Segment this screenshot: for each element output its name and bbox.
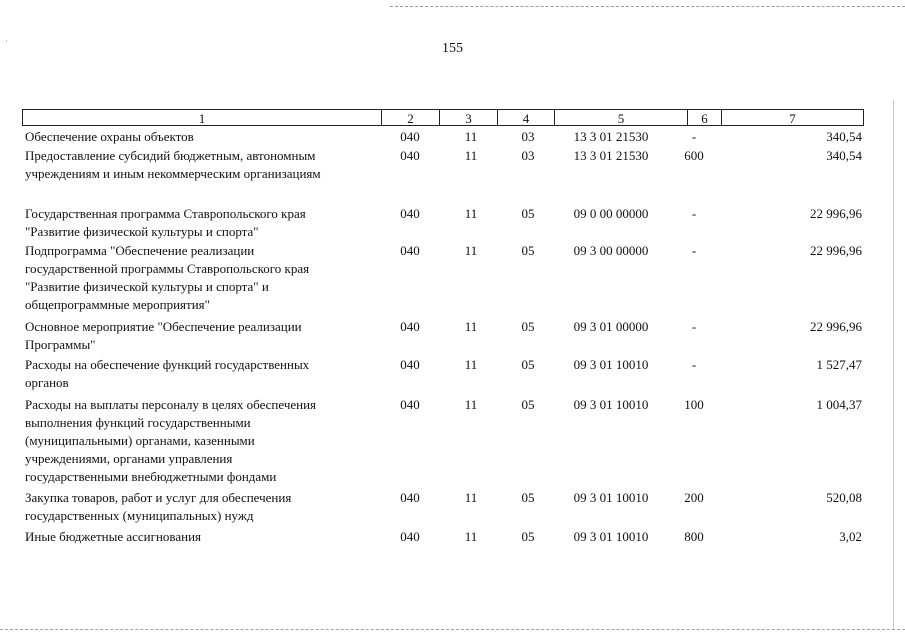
header-col-1: 1 bbox=[22, 109, 382, 126]
cell-c4: 05 bbox=[521, 206, 535, 221]
row-name-line: учреждениям и иным некоммерческим организациям bbox=[25, 166, 321, 181]
cell-c4: 05 bbox=[521, 397, 535, 412]
cell-c3: 11 bbox=[464, 129, 478, 144]
cell-c2: 040 bbox=[400, 148, 420, 163]
cell-c5: 09 3 00 00000 bbox=[573, 243, 649, 258]
cell-c7: 520,08 bbox=[826, 490, 862, 505]
row-name-line: Обеспечение охраны объектов bbox=[25, 129, 194, 144]
cell-c7: 22 996,96 bbox=[810, 319, 862, 334]
cell-c4: 03 bbox=[521, 129, 535, 144]
cell-c7: 1 527,47 bbox=[816, 357, 862, 372]
cell-c3: 11 bbox=[464, 319, 478, 334]
cell-c7: 1 004,37 bbox=[816, 397, 862, 412]
row-name-line: общепрограммные мероприятия" bbox=[25, 297, 210, 312]
cell-c5: 13 3 01 21530 bbox=[573, 129, 649, 144]
cell-c2: 040 bbox=[400, 397, 420, 412]
cell-c6: - bbox=[691, 357, 697, 372]
scan-edge-bottom bbox=[0, 629, 905, 630]
row-name-line: Основное мероприятие "Обеспечение реализации bbox=[25, 319, 302, 334]
row-name bbox=[25, 242, 385, 314]
cell-c5: 09 3 01 10010 bbox=[573, 397, 649, 412]
header-col-6: 6 bbox=[687, 109, 722, 126]
row-name bbox=[25, 205, 385, 241]
header-col-4: 4 bbox=[497, 109, 555, 126]
cell-c6: - bbox=[691, 319, 697, 334]
row-name-line: учреждениями, органами управления bbox=[25, 451, 233, 466]
cell-c3: 11 bbox=[464, 148, 478, 163]
row-name bbox=[25, 318, 385, 354]
row-name-line: органов bbox=[25, 375, 69, 390]
cell-c3: 11 bbox=[464, 357, 478, 372]
cell-c4: 05 bbox=[521, 243, 535, 258]
row-name bbox=[25, 396, 385, 486]
cell-c7: 340,54 bbox=[826, 129, 862, 144]
row-name-line: (муниципальными) органами, казенными bbox=[25, 433, 255, 448]
cell-c3: 11 bbox=[464, 243, 478, 258]
cell-c6: 100 bbox=[684, 397, 704, 412]
cell-c4: 05 bbox=[521, 319, 535, 334]
row-name-line: Программы" bbox=[25, 337, 96, 352]
cell-c2: 040 bbox=[400, 319, 420, 334]
cell-c6: 800 bbox=[684, 529, 704, 544]
header-col-5: 5 bbox=[554, 109, 688, 126]
cell-c5: 09 3 01 10010 bbox=[573, 490, 649, 505]
cell-c2: 040 bbox=[400, 129, 420, 144]
cell-c7: 22 996,96 bbox=[810, 206, 862, 221]
cell-c5: 09 0 00 00000 bbox=[573, 206, 649, 221]
scan-edge-right bbox=[893, 100, 894, 630]
row-name-line: выполнения функций государственными bbox=[25, 415, 251, 430]
cell-c2: 040 bbox=[400, 206, 420, 221]
header-col-2: 2 bbox=[381, 109, 440, 126]
row-name-line: Расходы на выплаты персоналу в целях обеспечения bbox=[25, 397, 317, 412]
cell-c7: 340,54 bbox=[826, 148, 862, 163]
table-header bbox=[22, 109, 864, 127]
header-col-3: 3 bbox=[439, 109, 498, 126]
cell-c7: 22 996,96 bbox=[810, 243, 862, 258]
row-name bbox=[25, 356, 385, 392]
cell-c3: 11 bbox=[464, 529, 478, 544]
cell-c4: 05 bbox=[521, 529, 535, 544]
row-name-line: Государственная программа Ставропольского края bbox=[25, 206, 306, 221]
cell-c6: - bbox=[691, 129, 697, 144]
cell-c2: 040 bbox=[400, 243, 420, 258]
cell-c7: 3,02 bbox=[839, 529, 862, 544]
cell-c2: 040 bbox=[400, 490, 420, 505]
cell-c4: 03 bbox=[521, 148, 535, 163]
row-name bbox=[25, 489, 385, 525]
row-name-line: "Развитие физической культуры и спорта" и bbox=[25, 279, 269, 294]
row-name-line: Предоставление субсидий бюджетным, автономным bbox=[25, 148, 316, 163]
row-name-line: Иные бюджетные ассигнования bbox=[25, 529, 202, 544]
page-number: 155 bbox=[442, 41, 463, 56]
cell-c5: 09 3 01 00000 bbox=[573, 319, 649, 334]
row-name-line: Расходы на обеспечение функций государственных bbox=[25, 357, 310, 372]
cell-c3: 11 bbox=[464, 206, 478, 221]
cell-c2: 040 bbox=[400, 529, 420, 544]
row-name-line: Подпрограмма "Обеспечение реализации bbox=[25, 243, 255, 258]
cell-c6: - bbox=[691, 243, 697, 258]
cell-c5: 09 3 01 10010 bbox=[573, 357, 649, 372]
row-name-line: государственными внебюджетными фондами bbox=[25, 469, 277, 484]
cell-c5: 09 3 01 10010 bbox=[573, 529, 649, 544]
row-name-line: государственной программы Ставропольского края bbox=[25, 261, 310, 276]
row-name bbox=[25, 528, 385, 546]
row-name-line: государственных (муниципальных) нужд bbox=[25, 508, 254, 523]
cell-c6: 200 bbox=[684, 490, 704, 505]
scan-edge-top bbox=[390, 6, 905, 7]
row-name bbox=[25, 128, 385, 146]
cell-c3: 11 bbox=[464, 397, 478, 412]
row-name-line: Закупка товаров, работ и услуг для обеспечения bbox=[25, 490, 292, 505]
row-name bbox=[25, 147, 385, 183]
cell-c2: 040 bbox=[400, 357, 420, 372]
cell-c5: 13 3 01 21530 bbox=[573, 148, 649, 163]
cell-c6: 600 bbox=[684, 148, 704, 163]
cell-c6: - bbox=[691, 206, 697, 221]
row-name-line: "Развитие физической культуры и спорта" bbox=[25, 224, 259, 239]
cell-c3: 11 bbox=[464, 490, 478, 505]
cell-c4: 05 bbox=[521, 357, 535, 372]
header-col-7: 7 bbox=[721, 109, 864, 126]
cell-c4: 05 bbox=[521, 490, 535, 505]
